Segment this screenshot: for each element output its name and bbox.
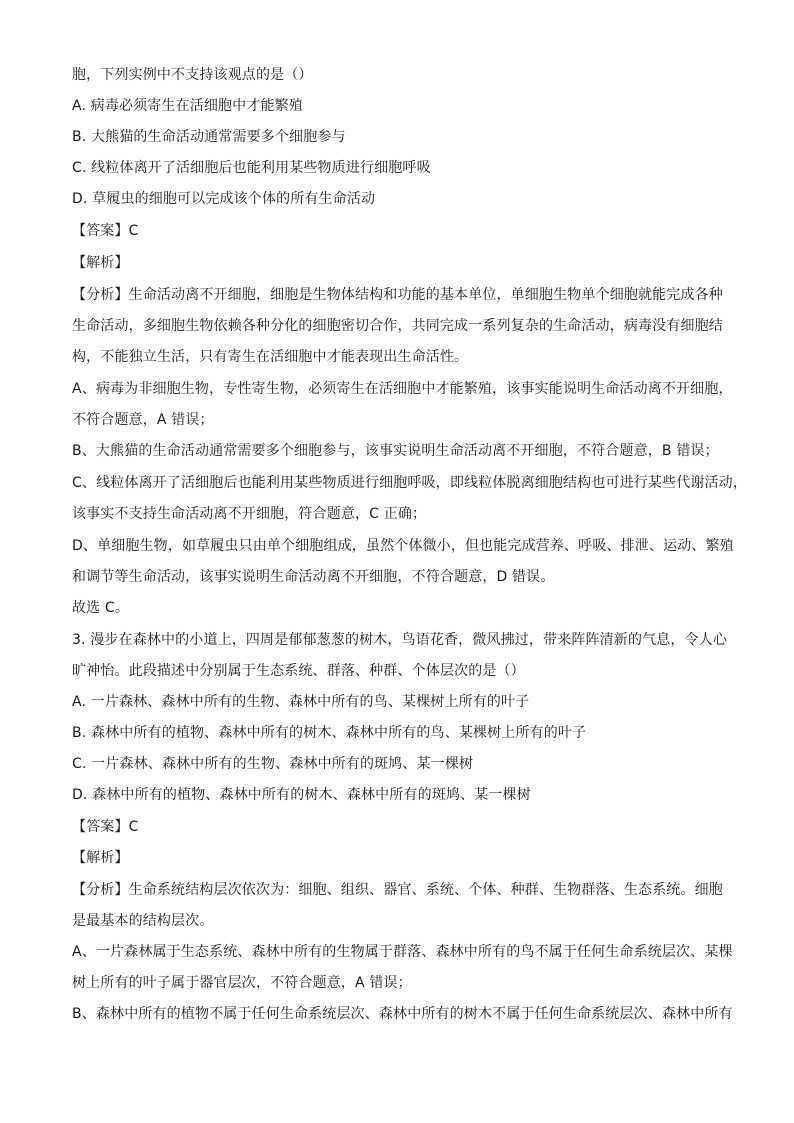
q2-analysis-a: A、病毒为非细胞生物，专性寄生物，必须寄生在活细胞中才能繁殖，该事实能说明生命活动离不开细胞， (72, 381, 733, 397)
q3-option-d: D. 森林中所有的植物、森林中所有的树木、森林中所有的斑鸠、某一棵树 (72, 787, 531, 803)
q3-analysis-line: 【分析】生命系统结构层次依次为：细胞、组织、器官、系统、个体、种群、生物群落、生态系统。细胞 (72, 882, 723, 898)
q3-analysis-line: 是最基本的结构层次。 (72, 913, 214, 929)
q2-analysis-d: 和调节等生命活动，该事实说明生命活动离不开细胞，不符合题意，D 错误。 (72, 569, 555, 585)
q3-option-b: B. 森林中所有的植物、森林中所有的树木、森林中所有的鸟、某棵树上所有的叶子 (72, 725, 587, 741)
q2-analysis-line: 生命活动，多细胞生物依赖各种分化的细胞密切合作，共同完成一系列复杂的生命活动，病毒没有细胞结 (72, 318, 723, 334)
question-3-stem: 旷神怡。此段描述中分别属于生态系统、群落、种群、个体层次的是（） (72, 663, 525, 679)
q2-analysis-c: 该事实不支持生命活动离不开细胞，符合题意，C 正确； (72, 506, 427, 522)
q2-analysis-a: 不符合题意，A 错误； (72, 412, 214, 428)
q2-analysis-d: D、单细胞生物，如草履虫只由单个细胞组成，虽然个体微小，但也能完成营养、呼吸、排泄、运动、繁殖 (72, 538, 734, 554)
q2-option-a: A. 病毒必须寄生在活细胞中才能繁殖 (72, 98, 303, 114)
q2-option-b: B. 大熊猫的生命活动通常需要多个细胞参与 (72, 129, 346, 145)
q2-explanation-heading: 【解析】 (72, 255, 129, 271)
q2-option-c: C. 线粒体离开了活细胞后也能利用某些物质进行细胞呼吸 (72, 160, 431, 176)
q3-answer: 【答案】C (72, 819, 139, 835)
question-3-stem: 3. 漫步在森林中的小道上，四周是郁郁葱葱的树木，鸟语花香，微风拂过，带来阵阵清新的气息，令人心 (72, 632, 728, 648)
q3-explanation-heading: 【解析】 (72, 850, 129, 866)
question-2-stem-continuation: 胞，下列实例中不支持该观点的是（） (72, 67, 313, 83)
q3-option-a: A. 一片森林、森林中所有的生物、森林中所有的鸟、某棵树上所有的叶子 (72, 694, 530, 710)
q3-analysis-a: A、一片森林属于生态系统、森林中所有的生物属于群落、森林中所有的鸟不属于任何生命系统层次、某棵 (72, 944, 733, 960)
q2-analysis-c: C、线粒体离开了活细胞后也能利用某些物质进行细胞呼吸，即线粒体脱离细胞结构也可进行某些代谢活动， (72, 475, 747, 491)
q2-analysis-b: B、大熊猫的生命活动通常需要多个细胞参与，该事实说明生命活动离不开细胞，不符合题意，B 错误； (72, 443, 719, 459)
q2-answer: 【答案】C (72, 223, 139, 239)
q3-analysis-a: 树上所有的叶子属于器官层次，不符合题意，A 错误； (72, 975, 412, 991)
q2-conclusion: 故选 C。 (72, 600, 129, 616)
q2-analysis-line: 【分析】生命活动离不开细胞，细胞是生物体结构和功能的基本单位，单细胞生物单个细胞就能完成各种 (72, 287, 723, 303)
q3-option-c: C. 一片森林、森林中所有的生物、森林中所有的斑鸠、某一棵树 (72, 756, 474, 772)
q2-option-d: D. 草履虫的细胞可以完成该个体的所有生命活动 (72, 191, 376, 207)
q2-analysis-line: 构，不能独立生活，只有寄生在活细胞中才能表现出生命活性。 (72, 349, 469, 365)
q3-analysis-b: B、森林中所有的植物不属于任何生命系统层次、森林中所有的树木不属于任何生命系统层次、森林中所有 (72, 1006, 733, 1022)
